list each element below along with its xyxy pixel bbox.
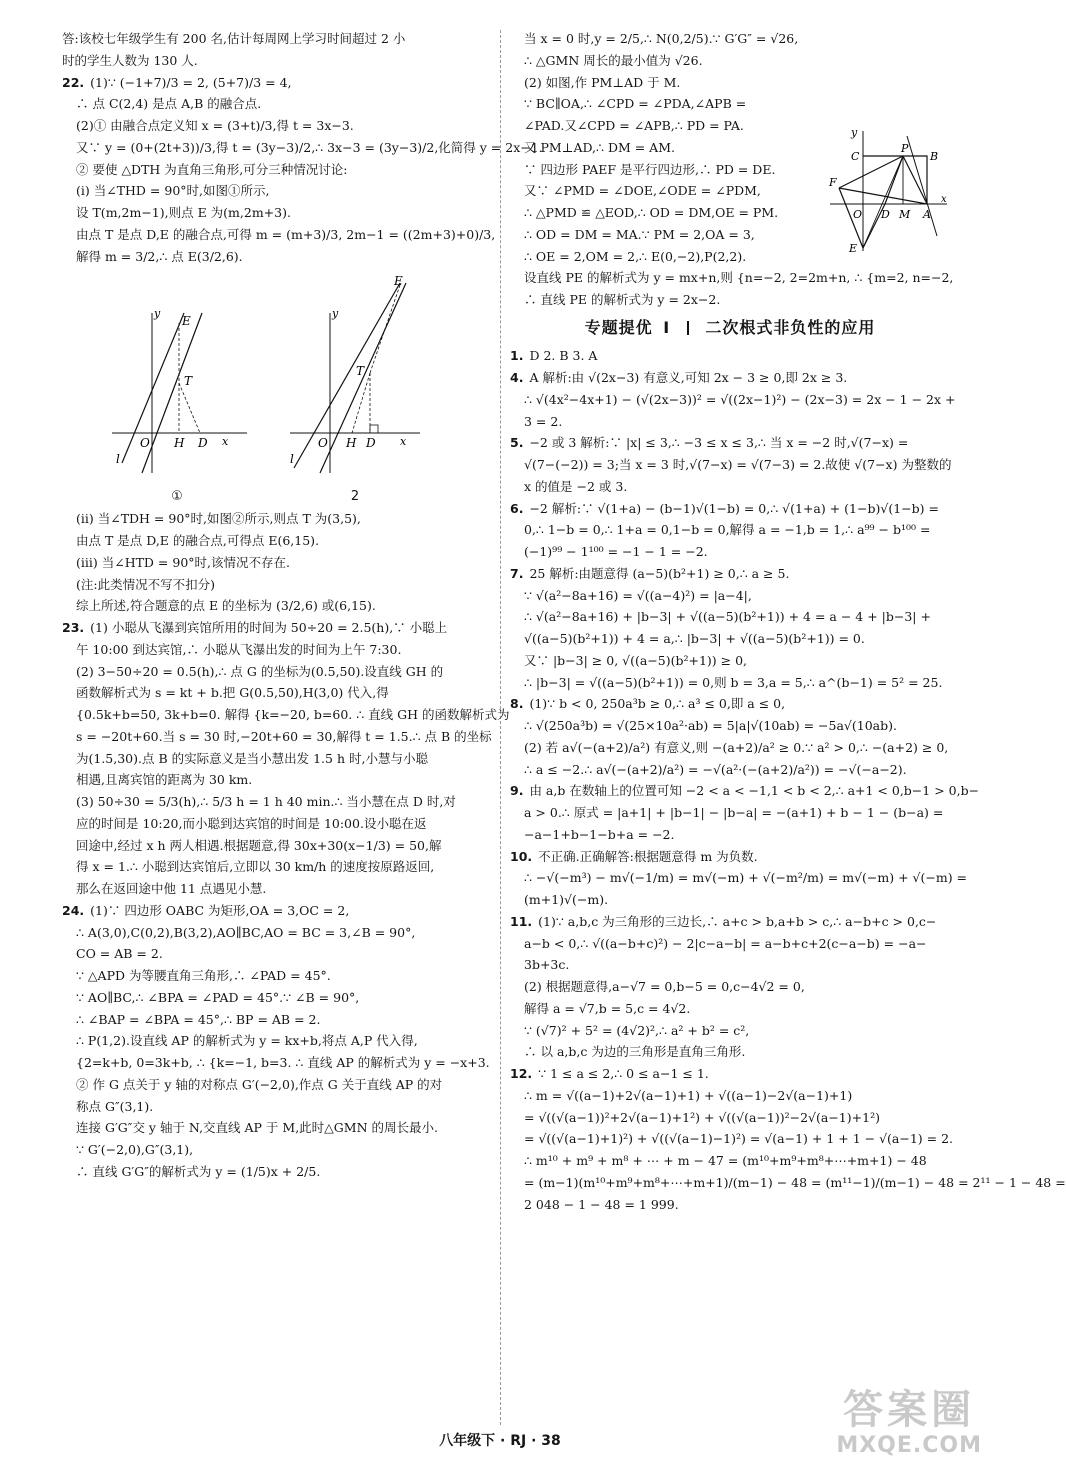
label-l: l [290, 452, 294, 467]
text-line: 又∵ ∠PMD = ∠DOE,∠ODE = ∠PDM, [524, 183, 761, 199]
answer-text: ∴ m = √((a−1)+2√(a−1)+1) + √((a−1)−2√(a−1)+1) [524, 1087, 853, 1103]
question-number: 7. [510, 565, 524, 581]
figure-2 [280, 273, 430, 506]
text-line: s = −20t+60.当 s = 30 时,−20t+60 = 30,解得 t = 1.5.∴ 点 B 的坐标 [76, 728, 492, 744]
answer-text: x 的值是 −2 或 3. [524, 478, 628, 494]
figure-1-caption: ① [171, 489, 183, 504]
figure-parallelogram [825, 126, 950, 261]
answer-line [510, 848, 950, 866]
watermark-url: MXQE.COM [836, 1433, 982, 1458]
answer-line [510, 608, 950, 626]
label-t: T [356, 364, 365, 379]
answer-text: (−1)⁹⁹ − 1¹⁰⁰ = −1 − 1 = −2. [524, 544, 708, 560]
figure-2-graph [280, 273, 430, 483]
answer-text: ∴ √(4x²−4x+1) − (√(2x−3))² = √((2x−1)²) − (2x−3) = 2x − 1 − 2x + [524, 391, 956, 407]
answer-text: ∴ √(a²−8a+16) + |b−3| + √((a−5)(b²+1)) + 4 = a − 4 + |b−3| + [524, 609, 931, 625]
answer-text: 解得 a = √7,b = 5,c = 4√2. [524, 1000, 691, 1016]
answer-text: 3b+3c. [524, 957, 570, 973]
figures-q22 [102, 273, 492, 506]
label-e: E [394, 274, 403, 289]
text-line: {0.5k+b=50, 3k+b=0. 解得 {k=−20, b=60. ∴ 直线 GH 的函数解析式为 [76, 707, 510, 723]
figure-1 [102, 273, 252, 506]
question-number: 1. [510, 348, 524, 364]
text-line: (2) 如图,作 PM⊥AD 于 M. [524, 74, 681, 90]
question-number: 4. [510, 370, 524, 386]
question-number: 8. [510, 696, 524, 712]
question-number: 22. [62, 74, 85, 90]
answer-text: ∴ m¹⁰ + m⁹ + m⁸ + ⋯ + m − 47 = (m¹⁰+m⁹+m⁸+⋯+m+1) − 48 [524, 1153, 927, 1169]
answer-text: 又∵ |b−3| ≥ 0, √((a−5)(b²+1)) ≥ 0, [524, 652, 748, 668]
answer-line [510, 1196, 950, 1214]
text-line: 答:该校七年级学生有 200 名,估计每周网上学习时间超过 2 小 [62, 31, 406, 46]
label-y: y [332, 307, 339, 321]
answer-line [510, 1152, 950, 1170]
text-line: (1)∵ 四边形 OABC 为矩形,OA = 3,OC = 2, [90, 902, 350, 918]
answer-line [510, 391, 956, 409]
answer-text: ∴ √(250a³b) = √(25×10a²·ab) = 5|a|√(10ab) = −5a√(10ab). [524, 718, 897, 734]
answer-text: 25 解析:由题意得 (a−5)(b²+1) ≥ 0,∴ a ≥ 5. [529, 565, 790, 581]
text-line: ∴ OD = DM = MA.∵ PM = 2,OA = 3, [524, 226, 755, 242]
answer-list [510, 347, 1066, 1213]
label-f: F [829, 176, 837, 189]
answer-line [510, 869, 968, 887]
answer-text: ∴ |b−3| = √((a−5)(b²+1)) = 0,则 b = 3,a = 5,∴ a^(b−1) = 5² = 25. [524, 674, 943, 690]
answer-text: a > 0.∴ 原式 = |a+1| + |b−1| − |b−a| = −(a+1) + b − 1 − (b−a) = [524, 805, 944, 821]
figure-1-graph [102, 273, 252, 483]
label-d: D [366, 436, 376, 451]
answer-line [510, 739, 950, 757]
answer-text: A 解析:由 √(2x−3) 有意义,可知 2x − 3 ≥ 0,即 2x ≥ 3. [529, 370, 848, 386]
question-number: 11. [510, 913, 533, 929]
text-line: 设 T(m,2m−1),则点 E 为(m,2m+3). [76, 205, 291, 220]
text-line: ∵ G′(−2,0),G″(3,1), [76, 1142, 194, 1158]
label-h: H [346, 436, 357, 451]
answer-line [510, 674, 950, 692]
label-y: y [851, 126, 858, 139]
text-line: (1)∵ (−1+7)/3 = 2, (5+7)/3 = 4, [90, 74, 292, 90]
answer-text: ∵ 1 ≤ a ≤ 2,∴ 0 ≤ a−1 ≤ 1. [538, 1066, 709, 1082]
answer-line [510, 1065, 950, 1083]
section-roman: Ⅰ [663, 317, 671, 337]
text-line: ∴ 点 C(2,4) 是点 A,B 的融合点. [76, 96, 262, 112]
text-line: ∵ AO∥BC,∴ ∠BPA = ∠PAD = 45°.∵ ∠B = 90°, [76, 989, 360, 1005]
left-column [62, 30, 543, 1185]
answer-line [510, 652, 950, 670]
answer-text: √((a−5)(b²+1)) + 4 = a,∴ |b−3| + √((a−5)(b²+1)) = 0. [524, 631, 865, 647]
text-line: 回途中,经过 x h 两人相遇.根据题意,得 30x+30(x−1/3) = 50,解 [76, 837, 442, 853]
figure-parallelogram-graph [825, 126, 950, 256]
text-line: 函数解析式为 s = kt + b.把 G(0.5,50),H(3,0) 代入,得 [76, 685, 389, 701]
question-22 [62, 74, 543, 616]
question-number: 5. [510, 435, 524, 451]
answer-line [510, 891, 950, 909]
label-x: x [941, 194, 947, 205]
text-line: ∴ △PMD ≌ △EOD,∴ OD = DM,OE = PM. [524, 205, 779, 220]
answer-text: (1)∵ b < 0, 250a³b ≥ 0,∴ a³ ≤ 0,即 a ≤ 0, [529, 696, 786, 712]
question-number: 9. [510, 783, 524, 799]
label-o: O [853, 208, 863, 221]
question-number: 6. [510, 500, 524, 516]
answer-line [510, 630, 950, 648]
text-line: 由点 T 是点 D,E 的融合点,可得 m = (m+3)/3, 2m−1 = ((2m+3)+0)/3, [76, 226, 496, 242]
label-t: T [184, 374, 193, 389]
answer-text: −a−1+b−1−b+a = −2. [524, 826, 675, 842]
text-line: 得 x = 1.∴ 小聪到达宾馆后,立即以 30 km/h 的速度按原路返回, [76, 859, 435, 875]
text-line: 那么在返回途中他 11 点遇见小慧. [76, 881, 267, 897]
answer-line [510, 1174, 1066, 1192]
text-line: 设直线 PE 的解析式为 y = mx+n,则 {n=−2, 2=2m+n, ∴ {m=2, n=−2, [524, 270, 954, 286]
answer-text: ∴ 以 a,b,c 为边的三角形是直角三角形. [524, 1044, 746, 1060]
answer-line [510, 826, 950, 844]
text-line: ② 要使 △DTH 为直角三角形,可分三种情况讨论: [76, 161, 348, 177]
q24-continued [510, 30, 954, 309]
answer-text: (2) 若 a√(−(a+2)/a²) 有意义,则 −(a+2)/a² ≥ 0.∵ a² > 0,∴ −(a+2) ≥ 0, [524, 739, 949, 755]
answer-text: √(7−(−2)) = 3;当 x = 3 时,√(7−x) = √(7−3) = 2.故使 √(7−x) 为整数的 [524, 457, 952, 473]
answer-text: = (m−1)(m¹⁰+m⁹+m⁸+⋯+m+1)/(m−1) − 48 = (m¹¹−1)/(m−1) − 48 = 2¹¹ − 1 − 48 = [524, 1174, 1066, 1190]
answer-text: −2 或 3 解析:∵ |x| ≤ 3,∴ −3 ≤ x ≤ 3,∴ 当 x = −2 时,√(7−x) = [529, 435, 909, 451]
answer-line [510, 1022, 950, 1040]
answer-line [510, 804, 950, 822]
column-divider [500, 30, 501, 1425]
answer-text: −2 解析:∵ √(1+a) − (b−1)√(1−b) = 0,∴ √(1+a) + (1−b)√(1−b) = [529, 500, 939, 516]
text-line: 综上所述,符合题意的点 E 的坐标为 (3/2,6) 或(6,15). [76, 598, 376, 614]
answer-line [510, 434, 950, 452]
label-e: E [182, 314, 191, 329]
text-line: ∵ 四边形 PAEF 是平行四边形,∴ PD = DE. [524, 161, 776, 177]
answer-line [510, 565, 950, 583]
answer-line [510, 717, 950, 735]
answer-line [510, 782, 980, 800]
answer-line [510, 500, 950, 518]
label-y: y [154, 307, 161, 321]
text-line: 午 10:00 到达宾馆,∴ 小聪从飞瀑出发的时间为上午 7:30. [76, 641, 402, 657]
text-line: (ⅲ) 当∠HTD = 90°时,该情况不存在. [76, 554, 290, 570]
answer-line [510, 978, 950, 996]
answer-text: = √((√(a−1)+1)²) + √((√(a−1)−1)²) = √(a−1) + 1 + 1 − √(a−1) = 2. [524, 1131, 954, 1147]
label-m: M [899, 208, 911, 221]
text-line: 称点 G″(3,1). [76, 1098, 154, 1114]
answer-line [510, 1109, 950, 1127]
text-line: (3) 50÷30 = 5/3(h),∴ 5/3 h = 1 h 40 min.∴ 当小慧在点 D 时,对 [76, 794, 456, 810]
label-d: D [198, 436, 208, 451]
text-line: (2)① 由融合点定义知 x = (3+t)/3,得 t = 3x−3. [76, 118, 354, 133]
answer-text: (2) 根据题意得,a−√7 = 0,b−5 = 0,c−4√2 = 0, [524, 979, 805, 995]
answer-line [510, 543, 950, 561]
text-line: 应的时间是 10:20,而小聪到达宾馆的时间是 10:00.设小聪在返 [76, 815, 427, 831]
answer-line [510, 956, 950, 974]
answer-line [510, 369, 950, 387]
answer-text: D 2. B 3. A [529, 348, 598, 364]
label-o: O [140, 436, 150, 451]
figure-2-caption: 2 [350, 489, 360, 504]
text-line: ② 作 G 点关于 y 轴的对称点 G′(−2,0),作点 G 关于直线 AP 的对 [76, 1076, 443, 1092]
text-line: (注:此类情况不写不扣分) [76, 576, 215, 592]
text-line: (1) 小聪从飞瀑到宾馆所用的时间为 50÷20 = 2.5(h),∵ 小聪上 [90, 620, 448, 636]
answer-text: ∵ √(a²−8a+16) = √((a−4)²) = |a−4|, [524, 587, 752, 603]
answer-text: 不正确.正确解答:根据题意得 m 为负数. [538, 848, 758, 864]
answer-text: 3 = 2. [524, 413, 563, 429]
answer-text: ∵ (√7)² + 5² = (4√2)²,∴ a² + b² = c², [524, 1022, 750, 1038]
right-column [510, 30, 1066, 1217]
answer-line [510, 1000, 950, 1018]
answer-text: 2 048 − 1 − 48 = 1 999. [524, 1196, 679, 1212]
answer-line [510, 761, 950, 779]
text-line: ∵ △APD 为等腰直角三角形,∴ ∠PAD = 45°. [76, 968, 331, 984]
answer-line [510, 913, 950, 931]
text-line: 连接 G′G″交 y 轴于 N,交直线 AP 于 M,此时△GMN 的周长最小. [76, 1120, 438, 1136]
text-line: ∵ BC∥OA,∴ ∠CPD = ∠PDA,∠APB = [524, 96, 747, 112]
label-x: x [222, 435, 229, 449]
answer-line [510, 413, 950, 431]
answer-line [510, 478, 950, 496]
answer-line [510, 1087, 950, 1105]
answer-text: (m+1)√(−m). [524, 892, 609, 908]
label-p: P [901, 142, 909, 155]
text-line: ∴ OE = 2,OM = 2,∴ E(0,−2),P(2,2). [524, 248, 747, 264]
section-prefix: 专题提优 [584, 317, 653, 337]
question-24 [62, 902, 492, 1181]
answer-line [510, 456, 950, 474]
text-line: (2) 3−50÷20 = 0.5(h),∴ 点 G 的坐标为(0.5,50).设直线 GH 的 [76, 663, 444, 679]
answer-line [510, 935, 950, 953]
question-number: 23. [62, 620, 85, 636]
text-line: CO = AB = 2. [76, 946, 163, 962]
text-line: 当 x = 0 时,y = 2/5,∴ N(0,2/5).∵ G′G″ = √26, [524, 31, 799, 46]
answer-line [510, 347, 950, 365]
answer-line [510, 521, 950, 539]
text-line: ∴ 直线 G′G″的解析式为 y = (1/5)x + 2/5. [76, 1163, 321, 1179]
label-b: B [930, 150, 939, 163]
text-line: (ⅱ) 当∠TDH = 90°时,如图②所示,则点 T 为(3,5), [76, 511, 361, 527]
text-line: ∴ A(3,0),C(0,2),B(3,2),AO∥BC,AO = BC = 3,∠B = 90°, [76, 924, 416, 940]
text-line: 时的学生人数为 130 人. [62, 52, 198, 68]
text-line: ∴ P(1,2).设直线 AP 的解析式为 y = kx+b,将点 A,P 代入得, [76, 1033, 418, 1049]
question-number: 10. [510, 848, 533, 864]
page-footer: 八年级下 · RJ · 38 [439, 1433, 561, 1449]
label-h: H [174, 436, 185, 451]
label-l: l [116, 452, 120, 467]
answer-line [510, 695, 950, 713]
question-number: 24. [62, 902, 85, 918]
text-line: ∠PAD.又∠CPD = ∠APB,∴ PD = PA. [524, 118, 744, 133]
label-c: C [851, 150, 860, 163]
title-separator [687, 321, 689, 335]
text-line: 为(1.5,30).点 B 的实际意义是当小慧出发 1.5 h 时,小慧与小聪 [76, 750, 428, 766]
label-d: D [881, 208, 890, 221]
label-o: O [318, 436, 328, 451]
answer-text: = √((√(a−1))²+2√(a−1)+1²) + √((√(a−1))²−2√(a−1)+1²) [524, 1109, 880, 1125]
label-a: A [923, 208, 931, 221]
label-e: E [849, 242, 858, 255]
text-line: 相遇,且离宾馆的距离为 30 km. [76, 772, 253, 788]
text-line: 又∵ y = (0+(2t+3))/3,得 t = (3y−3)/2,∴ 3x−3 = (3y−3)/2,化简得 y = 2x−1. [76, 139, 543, 155]
text-line: 又 PM⊥AD,∴ DM = AM. [524, 139, 675, 155]
answer-text: ∴ −√(−m³) − m√(−1/m) = m√(−m) + √(−m²/m) = m√(−m) + √(−m) = [524, 870, 968, 886]
question-number: 12. [510, 1066, 533, 1082]
label-x: x [400, 435, 407, 449]
text-line: ∴ △GMN 周长的最小值为 √26. [524, 52, 703, 68]
text-line: 解得 m = 3/2,∴ 点 E(3/2,6). [76, 248, 243, 264]
text-line: (ⅰ) 当∠THD = 90°时,如图①所示, [76, 183, 270, 199]
answer-text: a−b < 0,∴ √((a−b+c)²) − 2|c−a−b| = a−b+c+2(c−a−b) = −a− [524, 935, 927, 951]
section-title-text: 二次根式非负性的应用 [705, 317, 876, 337]
answer-text: 0,∴ 1−b = 0,∴ 1+a = 0,1−b = 0,解得 a = −1,b = 1,∴ a⁹⁹ − b¹⁰⁰ = [524, 522, 931, 538]
text-line: ∴ 直线 PE 的解析式为 y = 2x−2. [524, 292, 721, 307]
answer-line [510, 587, 950, 605]
section-title [510, 317, 950, 340]
watermark-text: 答案圈 [843, 1387, 976, 1433]
answer-line [510, 1043, 950, 1061]
text-line: 由点 T 是点 D,E 的融合点,可得点 E(6,15). [76, 533, 320, 549]
answer-text: 由 a,b 在数轴上的位置可知 −2 < a < −1,1 < b < 2,∴ a+1 < 0,b−1 > 0,b− [529, 783, 980, 799]
text-line: {2=k+b, 0=3k+b, ∴ {k=−1, b=3. ∴ 直线 AP 的解析式为 y = −x+3. [76, 1055, 490, 1071]
question-23 [62, 619, 510, 898]
text-line: ∴ ∠BAP = ∠BPA = 45°,∴ BP = AB = 2. [76, 1011, 321, 1027]
answer-text: (1)∵ a,b,c 为三角形的三边长,∴ a+c > b,a+b > c,∴ a−b+c > 0,c− [538, 913, 937, 929]
answer-text: ∴ a ≤ −2.∴ a√(−(a+2)/a²) = −√(a²·(−(a+2)/a²)) = −√(−a−2). [524, 761, 907, 777]
watermark-logo [836, 1387, 982, 1461]
answer-line [510, 1130, 954, 1148]
